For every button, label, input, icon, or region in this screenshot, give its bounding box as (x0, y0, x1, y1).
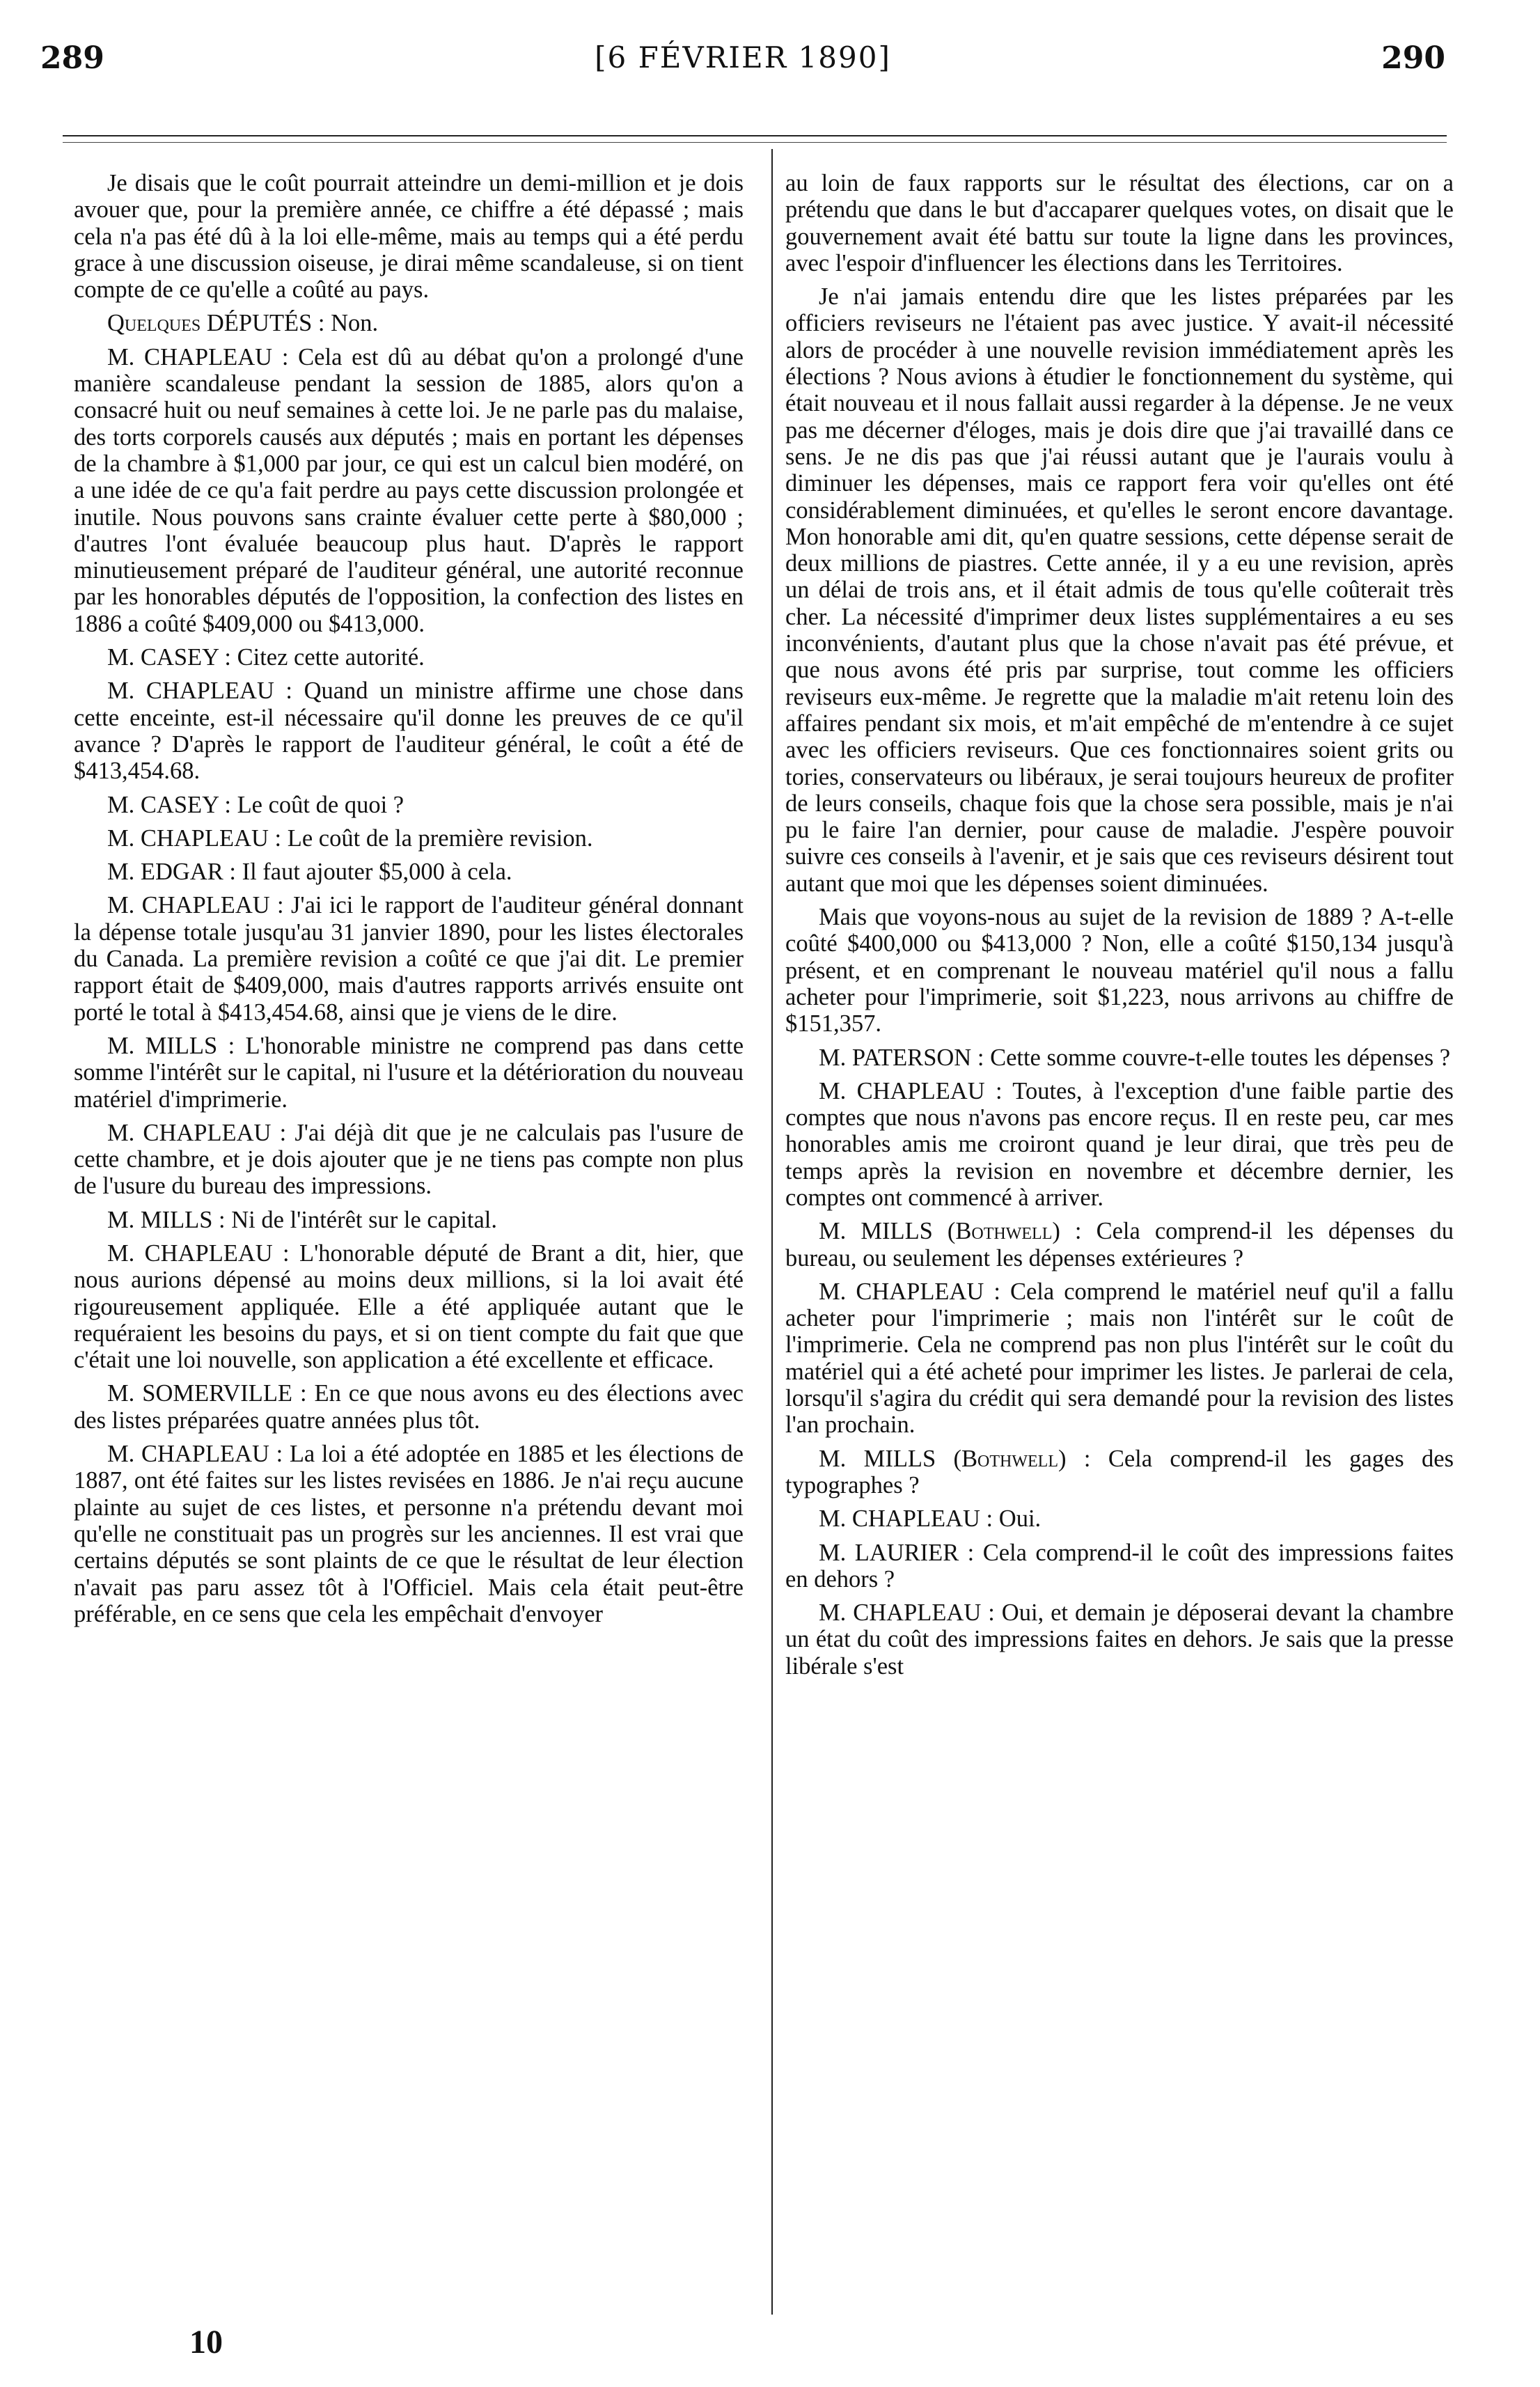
paragraph (785, 1599, 1454, 1680)
speaker-name: M. EDGAR : (107, 859, 236, 886)
paragraph-text: Oui. (998, 1505, 1042, 1533)
paragraph-text: Le coût de la première revision. (287, 824, 593, 852)
paragraph-text: Ni de l'intérêt sur le capital. (231, 1206, 498, 1233)
paragraph (74, 1120, 744, 1200)
paragraph-text: Oui, et demain je déposerai devant la chambre un état du coût des impressions faites en dehors. Je sais que la presse libérale s'est (785, 1599, 1454, 1680)
paragraph-text: La loi a été adoptée en 1885 et les élections de 1887, ont été faites sur les listes revisées en 1886. Je n'ai reçu aucune plainte au sujet de ces listes, et personne n'a prétendu devant moi qu'elle ne constituait pas un progrès sur les anciennes. Il est vrai que certains députés se sont plaints de ce que le résultat de leur élection n'avait pas paru assez tôt à l'Officiel. Mais cela était peut-être préférable, en ce sens que cela les empêchait d'envoyer (74, 1441, 744, 1627)
paragraph-text: Il faut ajouter $5,000 à cela. (242, 859, 512, 886)
paragraph-text: L'honorable ministre ne comprend pas dans cette somme l'intérêt sur le capital, ni l'usure et la détérioration du nouveau matériel d'imprimerie. (74, 1032, 744, 1113)
paragraph-text: J'ai ici le rapport de l'auditeur général donnant la dépense totale jusqu'au 31 janvier 1890, pour les listes électorales du Canada. La première revision a coûté ce que j'ai dit. Le premier rapport était de $409,000, mais d'autres rapports arrivés ensuite ont porté le total à $413,454.68, ainsi que je viens de le dire. (74, 892, 744, 1026)
paragraph-text: Citez cette autorité. (237, 644, 425, 671)
speaker-name: M. MILLS (Bothwell) : (819, 1445, 1091, 1472)
paragraph (74, 310, 744, 336)
paragraph (785, 1078, 1454, 1211)
speaker-name: M. CHAPLEAU : (107, 892, 284, 919)
header-rule-bottom (63, 142, 1447, 143)
paragraph-text: Toutes, à l'exception d'une faible partie des comptes que nous n'avons pas encore reçus. Il en reste peu, car mes honorables amis me croiront quand je leur dirai, que très peu de temps après la revision en novembre et décembre dernier, les comptes ont commencé à arriver. (785, 1077, 1454, 1211)
speaker-name: M. PATERSON : (819, 1044, 984, 1071)
paragraph (785, 1505, 1454, 1532)
speaker-name: M. CHAPLEAU : (819, 1278, 1000, 1305)
speaker-name: M. CHAPLEAU : (819, 1599, 995, 1627)
paragraph (785, 1044, 1454, 1071)
paragraph-text: Cela est dû au débat qu'on a prolongé d'une manière scandaleuse pendant la session de 1885, alors qu'on a consacré huit ou neuf semaines à cette loi. Je ne parle pas du malaise, des torts corporels causés aux députés ; mais en portant les dépenses de la chambre à $1,000 par jour, ce qui est un calcul bien modéré, on a une idée de ce qu'a fait perdre au pays cette discussion prolongée et inutile. Nous pouvons sans crainte évaluer cette perte à $80,000 ; d'autres l'ont évaluée beaucoup plus haut. D'après le rapport minutieusement préparé de l'auditeur général, une autorité reconnue par les honorables députés de l'opposition, la confection des listes en 1886 a coûté $409,000 ou $413,000. (74, 343, 744, 637)
header-rule-top (63, 135, 1447, 136)
paragraph (74, 1380, 744, 1434)
paragraph (74, 1240, 744, 1373)
paragraph-text: Je disais que le coût pourrait atteindre un demi-million et je dois avouer que, pour la première année, ce chiffre a été dépassé ; mais cela n'a pas été dû à la loi elle-même, mais au temps qui a été perdu grace à une discussion oiseuse, je dirai même scandaleuse, si on tient compte de ce qu'elle a coûté au pays. (74, 170, 744, 304)
paragraph (74, 678, 744, 784)
paragraph (785, 283, 1454, 897)
speaker-name: M. CASEY : (107, 644, 231, 671)
paragraph (74, 1207, 744, 1233)
page-number-left: 289 (40, 40, 104, 76)
speaker-name: M. SOMERVILLE : (107, 1380, 307, 1407)
right-column (785, 170, 1454, 1686)
speaker-name: M. CASEY : (107, 791, 231, 818)
paragraph-text: L'honorable député de Brant a dit, hier, que nous aurions dépensé au moins deux millions, si la loi avait été rigoureusement appliquée. Elle a été appliquée autant que le requéraient les besoins du pays, et si on tient compte du fait que que c'était une loi nouvelle, son application a été excellente et efficace. (74, 1239, 744, 1374)
paragraph-text: Cela comprend-il le coût des impressions faites en dehors ? (785, 1539, 1454, 1592)
paragraph (785, 1446, 1454, 1499)
paragraph-text: au loin de faux rapports sur le résultat des élections, car on a prétendu que dans le but d'accaparer quelques votes, on disait que le gouvernement avait été battu sur toute la ligne dans les provinces, avec l'espoir d'influencer les élections dans les Territoires. (785, 170, 1454, 276)
left-column (74, 170, 744, 1634)
paragraph (74, 644, 744, 671)
paragraph (785, 1218, 1454, 1271)
paragraph (74, 825, 744, 852)
paragraph (785, 1278, 1454, 1439)
speaker-name: M. CHAPLEAU : (819, 1077, 1003, 1104)
paragraph-text: En ce que nous avons eu des élections avec des listes préparées quatre années plus tôt. (74, 1380, 744, 1434)
paragraph (74, 859, 744, 885)
paragraph (74, 792, 744, 818)
paragraph (74, 170, 744, 303)
paragraph (74, 1441, 744, 1627)
paragraph-text: Je n'ai jamais entendu dire que les listes préparées par les officiers reviseurs ne l'étaient pas avec justice. Y avait-il nécessité alors de procéder à une nouvelle revision immédiatement après les élections ? Nous avions à étudier le fonctionnement du système, qui était nouveau et il nous fallait aussi regarder à la dépense. Je ne veux pas me décerner d'éloges, mais je dois dire que j'ai travaillé dans ce sens. Je ne dis pas que j'ai réussi autant que je l'aurais voulu à diminuer les dépenses, mais ce rapport fera voir qu'elles ont été considérablement diminuées, et qu'elles le seront encore davantage. Mon honorable ami dit, qu'en quatre sessions, cette dépense serait de deux millions de piastres. Cette année, il y a eu une revision, après un délai de trois ans, et il était admis de tous qu'elle coûterait très cher. La nécessité d'imprimer deux listes supplémentaires a eu ses inconvénients, d'autant plus que la chose n'avait pas été prévue, et que nous avons été pris par surprise, tout comme les officiers reviseurs eux-même. Je regrette que la maladie m'ait retenu loin des affaires pendant six mois, et m'ait empêché de m'entendre à ce sujet avec les officiers reviseurs. Que ces fonctionnaires soient grits ou tories, conservateurs ou libéraux, je serai toujours heureux de profiter de leurs conseils, chaque fois que la chose sera possible, mais je n'ai pu le faire l'an dernier, pour cause de maladie. J'espère pouvoir suivre ces conseils à l'avenir, et je sais que ces reviseurs désirent tout autant que moi que les dépenses soient diminuées. (785, 283, 1454, 897)
speaker-name: M. CHAPLEAU : (107, 343, 289, 370)
speaker-name: M. CHAPLEAU : (107, 1239, 290, 1267)
signature-mark: 10 (189, 2324, 223, 2361)
paragraph-text: Cela comprend le matériel neuf qu'il a fallu acheter pour l'imprimerie ; mais non l'intérêt sur le coût de l'imprimerie. Cela ne comprend pas non plus l'intérêt sur le coût du matériel qui a été acheté pour imprimer les listes. Je parlerai de cela, lorsqu'il s'agira du crédit qui sera demandé pour la revision des listes l'an prochain. (785, 1278, 1454, 1439)
speaker-name: Quelques DÉPUTÉS : (107, 310, 325, 337)
speaker-name: M. MILLS : (107, 1206, 226, 1233)
speaker-name: M. CHAPLEAU : (819, 1505, 993, 1533)
speaker-name: M. MILLS : (107, 1032, 235, 1059)
speaker-name: M. CHAPLEAU : (107, 1119, 287, 1146)
paragraph-text: Le coût de quoi ? (237, 791, 404, 818)
page-date-title: [6 FÉVRIER 1890] (595, 40, 891, 75)
speaker-name: M. CHAPLEAU : (107, 824, 282, 852)
speaker-name: M. CHAPLEAU : (107, 1441, 283, 1468)
speaker-name: M. LAURIER : (819, 1539, 975, 1566)
paragraph-text: Cette somme couvre-t-elle toutes les dépenses ? (990, 1044, 1451, 1071)
paragraph (785, 904, 1454, 1037)
paragraph-text: J'ai déjà dit que je ne calculais pas l'usure de cette chambre, et je dois ajouter que je ne tiens pas compte non plus de l'usure du bureau des impressions. (74, 1119, 744, 1200)
page-header (40, 40, 1445, 89)
paragraph-text: Non. (331, 310, 379, 337)
paragraph (74, 892, 744, 1025)
speaker-name: M. MILLS (Bothwell) : (819, 1218, 1082, 1245)
paragraph (74, 1033, 744, 1113)
paragraph-text: Cela comprend-il les gages des typographes ? (785, 1445, 1454, 1498)
paragraph (785, 1540, 1454, 1593)
paragraph-text: Quand un ministre affirme une chose dans cette enceinte, est-il nécessaire qu'il donne les preuves de ce qu'il avance ? D'après le rapport de l'auditeur général, le coût a été de $413,454.68. (74, 678, 744, 785)
paragraph-text: Cela comprend-il les dépenses du bureau, ou seulement les dépenses extérieures ? (785, 1218, 1454, 1271)
page-number-right: 290 (1381, 40, 1445, 76)
paragraph (785, 170, 1454, 276)
paragraph-text: Mais que voyons-nous au sujet de la revision de 1889 ? A-t-elle coûté $400,000 ou $413,000 ? Non, elle a coûté $150,134 jusqu'à présent, et en comprenant le nouveau matériel qu'il nous a fallu acheter pour l'imprimerie, soit $1,223, nous arrivons au chiffre de $151,357. (785, 904, 1454, 1038)
column-divider (771, 149, 773, 2315)
speaker-name: M. CHAPLEAU : (107, 678, 293, 705)
paragraph (74, 344, 744, 637)
